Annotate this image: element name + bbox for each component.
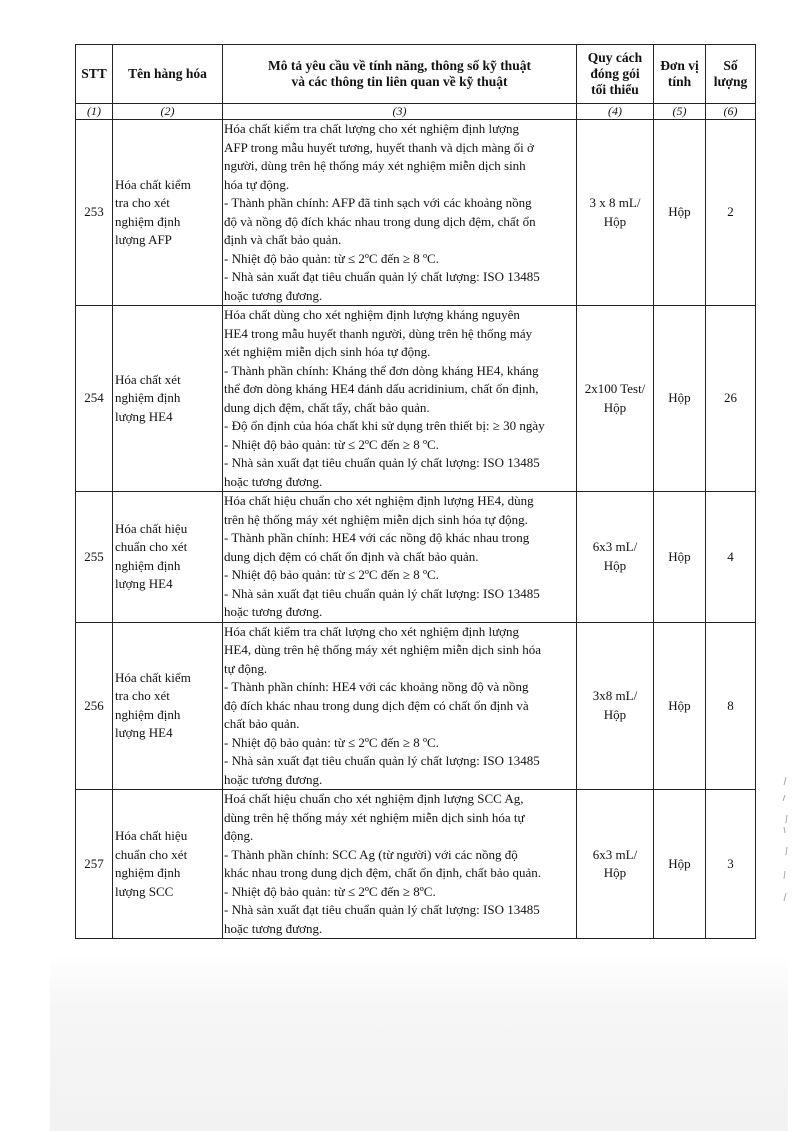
row-stt: 257 xyxy=(76,790,113,939)
header-packing: Quy cách đóng gói tối thiểu xyxy=(577,45,654,104)
row-description: Hóa chất dùng cho xét nghiệm định lượng kháng nguyên HE4 trong mẫu huyết thanh người, dùng trên hệ thống máy xét nghiệm miễn dịch sinh hóa tự động. - Thành phần chính: Kháng thể đơn dòng kháng HE4, kháng thể đơn dòng kháng HE4 đánh dấu acridinium, chất ổn định, dung dịch đệm, chất tẩy, chất bảo quản. - Độ ổn định của hóa chất khi sử dụng trên thiết bị: ≥ 30 ngày - Nhiệt độ bảo quản: từ ≤ 2ºC đến ≥ 8 ºC. - Nhà sản xuất đạt tiêu chuẩn quản lý chất lượng: ISO 13485 hoặc tương đương. xyxy=(223,306,577,492)
header-name: Tên hàng hóa xyxy=(113,45,223,104)
table-row xyxy=(76,306,756,492)
row-packing: 6x3 mL/ Hộp xyxy=(577,790,654,939)
header-unit: Đơn vị tính xyxy=(654,45,706,104)
row-packing: 3x8 mL/ Hộp xyxy=(577,622,654,790)
column-index: (1) xyxy=(76,104,113,120)
header-description: Mô tả yêu cầu về tính năng, thông số kỹ thuật và các thông tin liên quan về kỹ thuật xyxy=(223,45,577,104)
column-index: (5) xyxy=(654,104,706,120)
table-row xyxy=(76,622,756,790)
row-unit: Hộp xyxy=(654,306,706,492)
row-unit: Hộp xyxy=(654,790,706,939)
header-quantity: Số lượng xyxy=(706,45,756,104)
column-index: (6) xyxy=(706,104,756,120)
row-product-name: Hóa chất hiệu chuẩn cho xét nghiệm định lượng HE4 xyxy=(113,492,223,623)
table-row xyxy=(76,492,756,623)
row-product-name: Hóa chất xét nghiệm định lượng HE4 xyxy=(113,306,223,492)
scan-shadow xyxy=(50,955,788,1131)
specification-table xyxy=(75,44,756,939)
header-stt: STT xyxy=(76,45,113,104)
row-quantity: 3 xyxy=(706,790,756,939)
row-unit: Hộp xyxy=(654,492,706,623)
row-quantity: 8 xyxy=(706,622,756,790)
column-index: (2) xyxy=(113,104,223,120)
column-index-row xyxy=(76,104,756,120)
row-unit: Hộp xyxy=(654,120,706,306)
row-product-name: Hóa chất kiểm tra cho xét nghiệm định lượng AFP xyxy=(113,120,223,306)
row-description: Hóa chất kiểm tra chất lượng cho xét nghiệm định lượng AFP trong mẫu huyết tương, huyết thanh và dịch màng ối ở người, dùng trên hệ thống máy xét nghiệm miễn dịch sinh hóa tự động. - Thành phần chính: AFP đã tinh sạch với các khoảng nồng độ và nồng độ đích khác nhau trong dung dịch đệm, chất ổn định và chất bảo quản. - Nhiệt độ bảo quản: từ ≤ 2ºC đến ≥ 8 ºC. - Nhà sản xuất đạt tiêu chuẩn quản lý chất lượng: ISO 13485 hoặc tương đương. xyxy=(223,120,577,306)
column-index: (4) xyxy=(577,104,654,120)
row-description: Hóa chất hiệu chuẩn cho xét nghiệm định lượng HE4, dùng trên hệ thống máy xét nghiệm miễn dịch sinh hóa tự động. - Thành phần chính: HE4 với các nồng độ khác nhau trong dung dịch đệm có chất ổn định và chất bảo quản. - Nhiệt độ bảo quản: từ ≤ 2ºC đến ≥ 8 ºC. - Nhà sản xuất đạt tiêu chuẩn quản lý chất lượng: ISO 13485 hoặc tương đương. xyxy=(223,492,577,623)
row-product-name: Hóa chất hiệu chuẩn cho xét nghiệm định lượng SCC xyxy=(113,790,223,939)
row-quantity: 2 xyxy=(706,120,756,306)
row-quantity: 4 xyxy=(706,492,756,623)
row-stt: 254 xyxy=(76,306,113,492)
row-product-name: Hóa chất kiểm tra cho xét nghiệm định lượng HE4 xyxy=(113,622,223,790)
column-index: (3) xyxy=(223,104,577,120)
row-packing: 2x100 Test/ Hộp xyxy=(577,306,654,492)
row-description: Hóa chất kiểm tra chất lượng cho xét nghiệm định lượng HE4, dùng trên hệ thống máy xét nghiệm miễn dịch sinh hóa tự động. - Thành phần chính: HE4 với các khoảng nồng độ và nồng độ đích khác nhau trong dung dịch đệm có chất ổn định và chất bảo quản. - Nhiệt độ bảo quản: từ ≤ 2ºC đến ≥ 8 ºC. - Nhà sản xuất đạt tiêu chuẩn quản lý chất lượng: ISO 13485 hoặc tương đương. xyxy=(223,622,577,790)
margin-marks xyxy=(777,775,793,905)
row-unit: Hộp xyxy=(654,622,706,790)
row-packing: 3 x 8 mL/ Hộp xyxy=(577,120,654,306)
table-row xyxy=(76,790,756,939)
row-description: Hoá chất hiệu chuẩn cho xét nghiệm định lượng SCC Ag, dùng trên hệ thống máy xét nghiệm miễn dịch sinh hóa tự động. - Thành phần chính: SCC Ag (từ người) với các nồng độ khác nhau trong dung dịch đệm, chất ổn định, chất bảo quản. - Nhiệt độ bảo quản: từ ≤ 2ºC đến ≥ 8ºC. - Nhà sản xuất đạt tiêu chuẩn quản lý chất lượng: ISO 13485 hoặc tương đương. xyxy=(223,790,577,939)
row-stt: 253 xyxy=(76,120,113,306)
row-stt: 255 xyxy=(76,492,113,623)
header-row xyxy=(76,45,756,104)
row-quantity: 26 xyxy=(706,306,756,492)
row-packing: 6x3 mL/ Hộp xyxy=(577,492,654,623)
row-stt: 256 xyxy=(76,622,113,790)
table-row xyxy=(76,120,756,306)
